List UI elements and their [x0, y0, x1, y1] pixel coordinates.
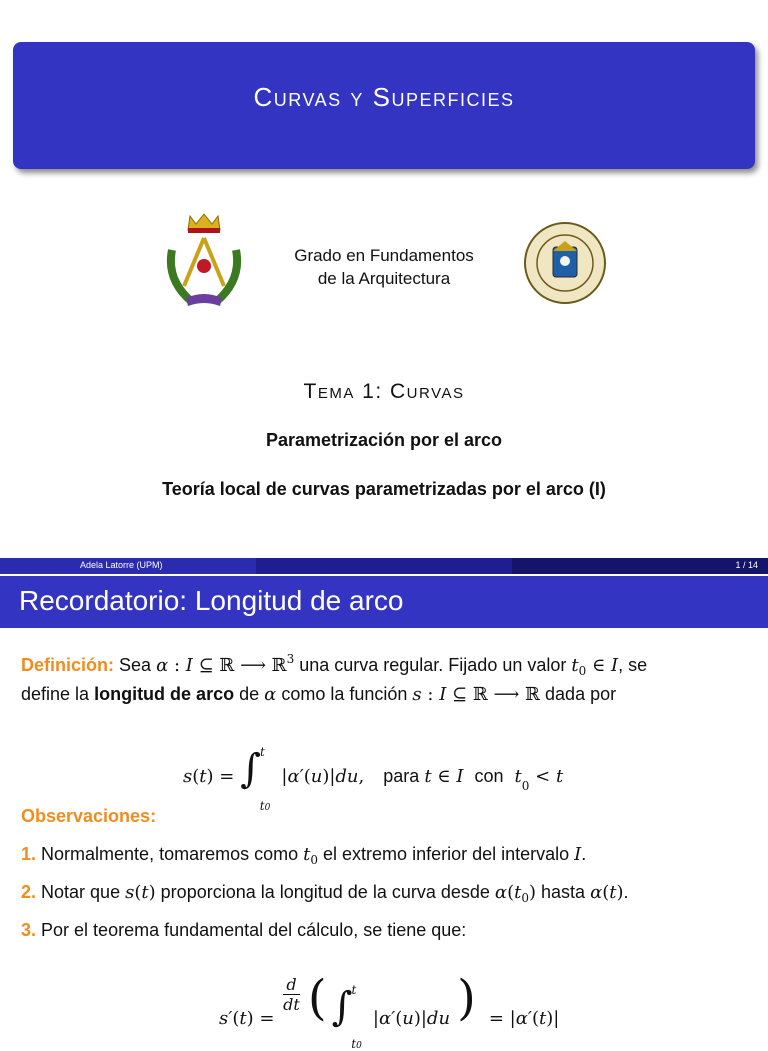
title-banner: [13, 42, 755, 169]
school-crest-logo: [162, 210, 246, 310]
definition-label: Definición:: [21, 655, 114, 675]
math-expr: α: [156, 655, 169, 676]
footer-author: Adela Latorre (UPM): [80, 560, 163, 570]
footer-right: [512, 558, 768, 574]
footer-middle: [256, 558, 512, 574]
definition-text: como la función: [281, 684, 408, 704]
topic-title: Tema 1: Curvas: [303, 380, 465, 403]
definition-line-1: Definición: Sea α : I ⊆ ℝ ⟶ ℝ$^3$ una curva regular. Fijado un valor $t_0$ ∈ I, se: [21, 652, 648, 678]
definition-bold-term: longitud de arco: [94, 684, 235, 704]
equation-word: para: [383, 766, 420, 786]
derivative-equation: s′(t) = $\frac{d}{dt}$ ( ∫ $^t$ $_{t0}$ |α′(u)|du ) = |α′(t)|: [219, 970, 560, 1051]
degree-line-1: Grado en Fundamentos: [294, 246, 474, 265]
observation-text: .: [581, 844, 587, 864]
equation-word: con: [474, 766, 504, 786]
observation-number: 2.: [21, 882, 37, 902]
definition-line-2: define la longitud de arco de α como la función s : I ⊆ ℝ ⟶ ℝ dada por: [21, 684, 617, 705]
observation-1: 1. Normalmente, tomaremos como $t_0$ el extremo inferior del intervalo I.: [21, 844, 587, 867]
observation-text: hasta: [541, 882, 586, 902]
observation-text: proporciona la longitud de la curva desde: [160, 882, 490, 902]
observation-text: Notar que: [41, 882, 121, 902]
slide-footer: [0, 558, 768, 574]
observation-number: 1.: [21, 844, 37, 864]
subtitle-2: Teoría local de curvas parametrizadas por el arco (I): [162, 479, 606, 499]
frame-title: Recordatorio: Longitud de arco: [19, 585, 404, 616]
observation-text: el extremo inferior del intervalo: [323, 844, 570, 864]
observation-text: .: [623, 882, 629, 902]
observations-label: Observaciones:: [21, 806, 157, 826]
observation-text: Normalmente, tomaremos como: [41, 844, 299, 864]
definition-text: , se: [618, 655, 648, 675]
observation-2: 2. Notar que s(t) proporciona la longitud de la curva desde $\alpha(t_0)$ hasta α(t).: [21, 882, 629, 905]
arc-length-equation: s(t) = ∫ $^t$ $_{t0}$ |α′(u)|du, para t ∈ I con $t_0 < t$: [183, 745, 564, 813]
presentation-title: Curvas y Superficies: [253, 82, 515, 112]
definition-text: dada por: [545, 684, 617, 704]
definition-text: de: [239, 684, 260, 704]
frame-title-bar: [0, 576, 768, 628]
observation-number: 3.: [21, 920, 37, 940]
subtitle-1: Parametrización por el arco: [265, 430, 503, 450]
definition-text: define la: [21, 684, 90, 704]
definition-text: una curva regular. Fijado un valor: [299, 655, 567, 675]
footer-left: [0, 558, 256, 574]
definition-text: Sea: [119, 655, 152, 675]
degree-line-2: de la Arquitectura: [317, 269, 451, 288]
page-number: 1 / 14: [735, 560, 758, 570]
degree-program: [260, 244, 508, 290]
observation-text: Por el teorema fundamental del cálculo, se tiene que:: [41, 920, 467, 940]
university-seal-logo: [523, 221, 607, 305]
observation-3: [21, 920, 466, 941]
